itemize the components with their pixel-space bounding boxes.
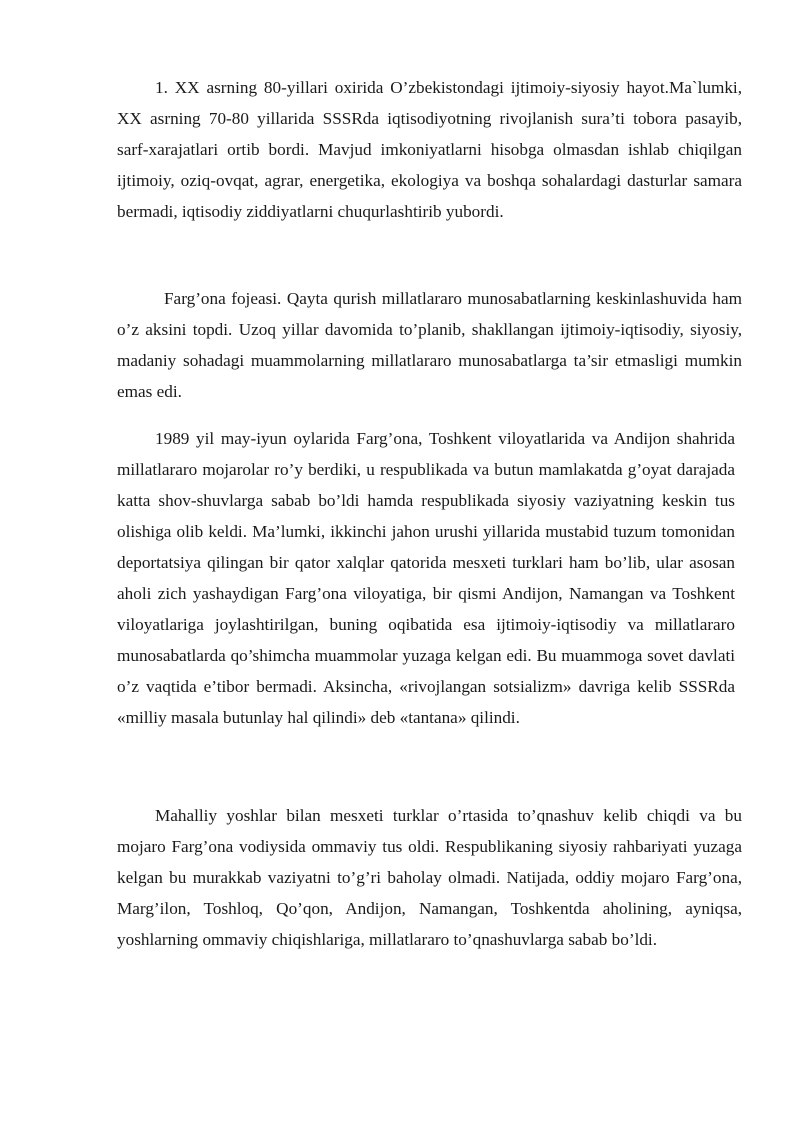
paragraph-youth-clashes: Mahalliy yoshlar bilan mesxeti turklar o’rtasida to’qnashuv kelib chiqdi va bu mojaro Farg’ona vodiysida ommaviy tus oldi. Respublikaning siyosiy rahbariyati yuzaga kelgan bu murakkab vaziyatni to’g’ri baholay olmadi. Natijada, oddiy mojaro Farg’ona, Marg’ilon, Toshloq, Qo’qon, Andijon, Namangan, Toshkentda aholining, ayniqsa, yoshlarning ommaviy chiqishlariga, millatlararo to’qnashuvlarga sabab bo’ldi. (117, 806, 742, 949)
paragraph-1989-conflicts: 1989 yil may-iyun oylarida Farg’ona, Toshkent viloyatlarida va Andijon shahrida millatlararo mojarolar ro’y berdiki, u respublikada va butun mamlakatda g’oyat darajada katta shov-shuvlarga sabab bo’ldi hamda respublikada siyosiy vaziyatning keskin tus olishiga olib keldi. Ma’lumki, ikkinchi jahon urushi yillarida mustabid tuzum tomonidan deportatsiya qilingan bir qator xalqlar qatorida mesxeti turklari ham bo’lib, ular asosan aholi zich yashaydigan Farg’ona viloyatiga, bir qismi Andijon, Namangan va Toshkent viloyatlariga joylashtirilgan, buning oqibatida esa ijtimoiy-iqtisodiy va millatlararo munosabatlarda qo’shimcha muammolar yuzaga kelgan edi. Bu muammoga sovet davlati o’z vaqtida e’tibor bermadi. Aksincha, «rivojlangan sotsializm» davriga kelib SSSRda «milliy masala butunlay hal qilindi» deb «tantana» qilindi. (117, 429, 735, 727)
paragraph-intro: 1. XX asrning 80-yillari oxirida O’zbekistondagi ijtimoiy-siyosiy hayot.Ma`lumki, XX asrning 70-80 yillarida SSSRda iqtisodiyotning rivojlanish sura’ti tobora pasayib, sarf-xarajatlari ortib bordi. Mavjud imkoniyatlarni hisobga olmasdan ishlab chiqilgan ijtimoiy, oziq-ovqat, agrar, energetika, ekologiya va boshqa sohalardagi dasturlar samara bermadi, iqtisodiy ziddiyatlarni chuqurlashtirib yubordi. (117, 78, 742, 221)
paragraph-fergana-tragedy: Farg’ona fojeasi. Qayta qurish millatlararo munosabatlarning keskinlashuvida ham o’z aksini topdi. Uzoq yillar davomida to’planib, shakllangan ijtimoiy-iqtisodiy, siyosiy, madaniy sohadagi muammolarning millatlararo munosabatlarga ta’sir etmasligi mumkin emas edi. (117, 289, 742, 401)
